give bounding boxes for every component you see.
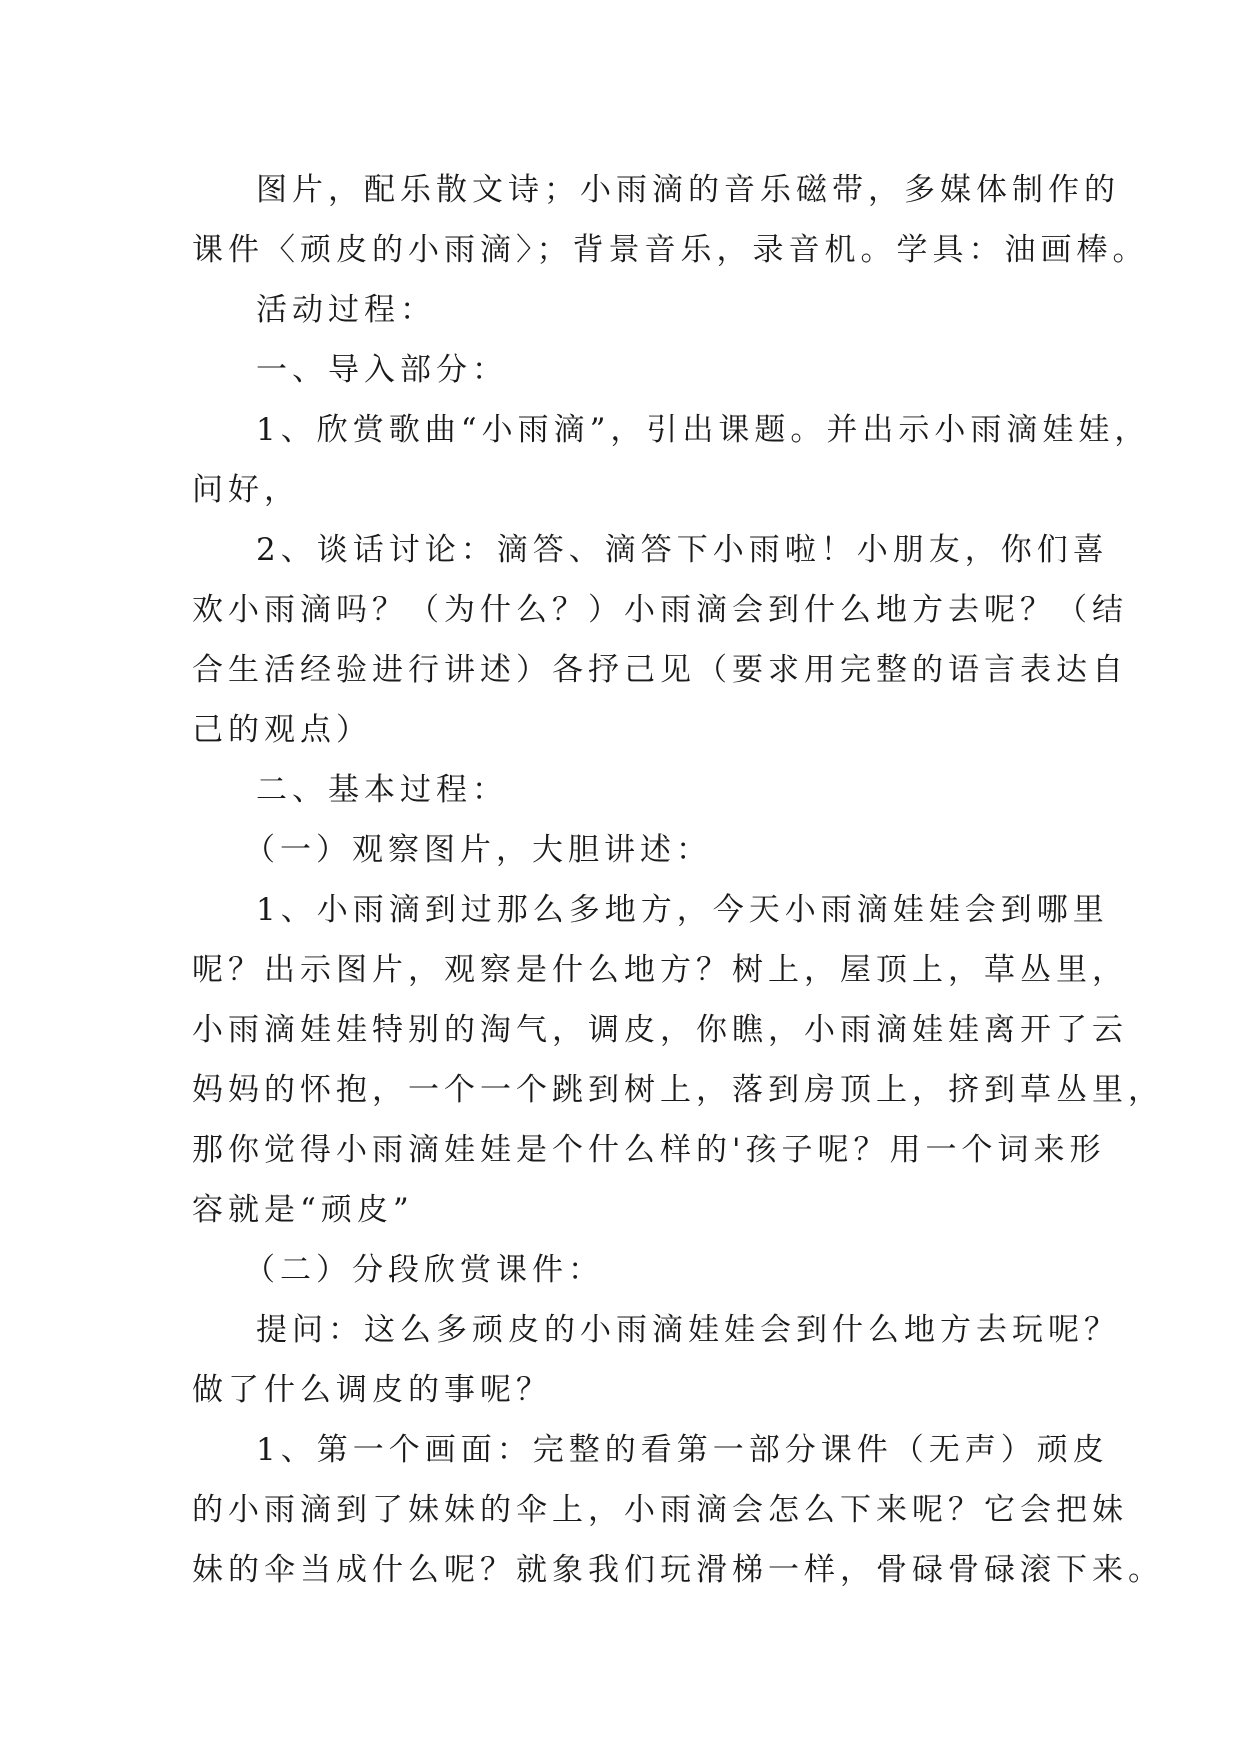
paragraph-line: 那你觉得小雨滴娃娃是个什么样的'孩子呢？用一个词来形 (192, 1132, 1106, 1168)
paragraph-line: 课件〈顽皮的小雨滴〉；背景音乐，录音机。学具：油画棒。 (192, 232, 1149, 268)
paragraph-line: 妈妈的怀抱，一个一个跳到树上，落到房顶上，挤到草丛里， (192, 1072, 1164, 1108)
paragraph-line: 合生活经验进行讲述）各抒己见（要求用完整的语言表达自 (192, 652, 1128, 688)
paragraph-line: 小雨滴娃娃特别的淘气，调皮，你瞧，小雨滴娃娃离开了云 (192, 1012, 1128, 1048)
paragraph-line: 妹的伞当成什么呢？就象我们玩滑梯一样，骨碌骨碌滚下来。 (192, 1552, 1164, 1588)
paragraph-line: 己的观点） (192, 712, 372, 748)
section-heading: 二、基本过程： (256, 772, 508, 808)
paragraph-line: 1、欣赏歌曲“小雨滴”，引出课题。并出示小雨滴娃娃， (256, 412, 1151, 448)
section-heading: 活动过程： (256, 292, 436, 328)
subsection-heading: （二）分段欣赏课件： (244, 1252, 604, 1288)
paragraph-line: 2、谈话讨论：滴答、滴答下小雨啦！小朋友，你们喜 (256, 532, 1109, 568)
paragraph-line: 1、小雨滴到过那么多地方，今天小雨滴娃娃会到哪里 (256, 892, 1109, 928)
paragraph-line: 欢小雨滴吗？（为什么？）小雨滴会到什么地方去呢？（结 (192, 592, 1128, 628)
subsection-heading: （一）观察图片，大胆讲述： (244, 832, 712, 868)
paragraph-line: 问好， (192, 472, 300, 508)
paragraph-line: 容就是“顽皮” (192, 1192, 414, 1228)
paragraph-line: 呢？出示图片，观察是什么地方？树上，屋顶上，草丛里， (192, 952, 1128, 988)
paragraph-line: 1、第一个画面：完整的看第一部分课件（无声）顽皮 (256, 1432, 1109, 1468)
document-body (192, 160, 1164, 1600)
section-heading: 一、导入部分： (256, 352, 508, 388)
paragraph-line: 的小雨滴到了妹妹的伞上，小雨滴会怎么下来呢？它会把妹 (192, 1492, 1128, 1528)
paragraph-line: 提问：这么多顽皮的小雨滴娃娃会到什么地方去玩呢？ (256, 1312, 1120, 1348)
paragraph-line: 图片，配乐散文诗；小雨滴的音乐磁带，多媒体制作的 (256, 172, 1120, 208)
paragraph-line: 做了什么调皮的事呢？ (192, 1372, 552, 1408)
